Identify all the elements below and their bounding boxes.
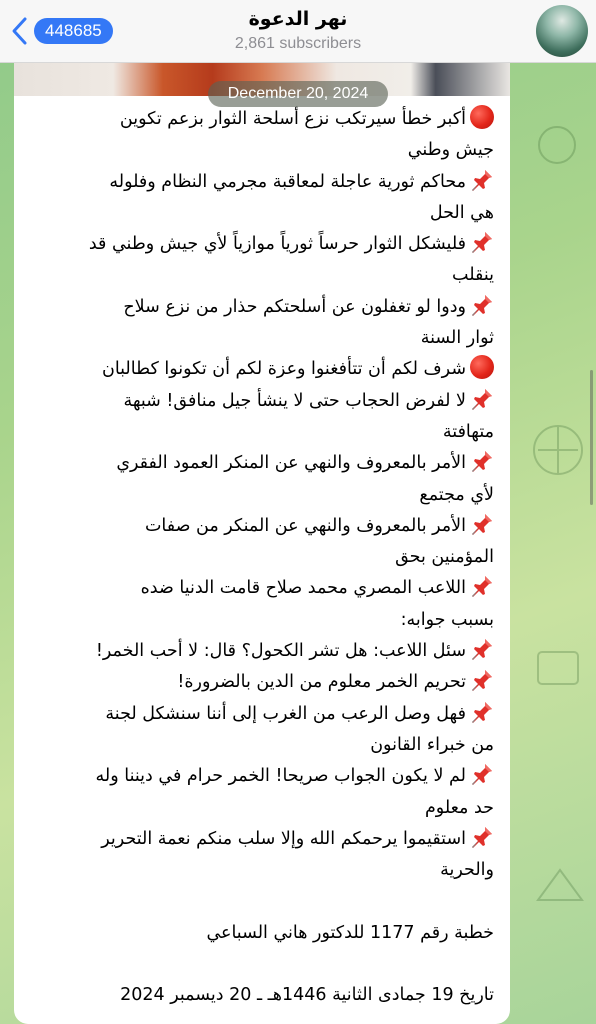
message-line: [32, 480, 494, 511]
pushpin-icon: [470, 293, 494, 317]
message-bubble: [14, 62, 510, 1024]
background-doodle-icon: [530, 640, 586, 696]
message-line: [32, 793, 494, 824]
message-line-text: أكبر خطأ سيرتكب نزع أسلحة الثوار بزعم تكوين: [119, 109, 466, 129]
pushpin-icon: [470, 668, 494, 692]
subscriber-count: 2,861 subscribers: [234, 35, 362, 52]
message-line-text: من خبراء القانون: [370, 734, 494, 755]
message-line: [32, 386, 494, 417]
chevron-left-icon: [8, 16, 32, 46]
message-line-text: بسبب جوابه:: [400, 609, 494, 630]
message-line: [32, 667, 494, 698]
message-line: [32, 417, 494, 448]
pushpin-icon: [470, 449, 494, 473]
channel-info[interactable]: [150, 7, 446, 55]
message-blank-line: [32, 949, 494, 980]
message-line-text: استقيموا يرحمكم الله وإلا سلب منكم نعمة التحرير: [101, 828, 466, 849]
channel-title[interactable]: نهر الدعوة: [248, 8, 348, 30]
message-line-text: الأمر بالمعروف والنهي عن المنكر العمود الفقري: [116, 453, 466, 474]
message-line: [32, 260, 494, 291]
pushpin-icon: [470, 387, 494, 411]
message-line-text: ثوار السنة: [420, 328, 494, 349]
message-line-text: جيش وطني: [407, 140, 494, 161]
red-circle-icon: [470, 355, 494, 379]
message-line: [32, 761, 494, 792]
message-line: [32, 636, 494, 667]
message-line: [32, 573, 494, 604]
message-line: [32, 855, 494, 886]
pushpin-icon: [470, 574, 494, 598]
message-line: [32, 104, 494, 135]
message-line-text: ودوا لو تغفلون عن أسلحتكم حذار من نزع سلاح: [123, 296, 466, 317]
channel-avatar[interactable]: [536, 5, 588, 57]
message-line-text: لأي مجتمع: [419, 484, 494, 505]
back-button[interactable]: [8, 14, 113, 48]
message-line-text: سئل اللاعب: هل تشر الكحول؟ قال: لا أحب الخمر!: [95, 641, 466, 662]
background-doodle-icon: [528, 420, 588, 480]
message-line: [32, 511, 494, 542]
message-line: [32, 229, 494, 260]
message-line: [32, 167, 494, 198]
message-line-text: تاريخ 19 جمادى الثانية 1446هـ ـ 20 ديسمبر 2024: [120, 985, 494, 1006]
message-line-text: فليشكل الثوار حرساً ثورياً موازياً لأي جيش وطني قد: [88, 234, 466, 255]
message-line-text: تحريم الخمر معلوم من الدين بالضرورة!: [177, 672, 466, 693]
message-line: [32, 980, 494, 1011]
message-line-text: متهافتة: [442, 421, 494, 442]
message-line-text: الأمر بالمعروف والنهي عن المنكر من صفات: [144, 515, 466, 536]
message-line-text: حد معلوم: [424, 797, 494, 818]
pushpin-icon: [470, 637, 494, 661]
message-line: [32, 605, 494, 636]
message-line-text: ينقلب: [452, 265, 494, 286]
unread-count-badge[interactable]: 448685: [34, 18, 113, 44]
message-line-text: لم لا يكون الجواب صريحا! الخمر حرام في ديننا وله: [95, 766, 466, 787]
message-line: [32, 542, 494, 573]
message-line-text: لا لفرض الحجاب حتى لا ينشأ جيل منافق! شبهة: [123, 390, 466, 411]
message-line-text: والحرية: [440, 860, 494, 881]
message-line: [32, 699, 494, 730]
message-line: [32, 918, 494, 949]
message-line: [32, 198, 494, 229]
red-circle-icon: [470, 105, 494, 129]
message-line-text: هي الحل: [429, 202, 494, 223]
date-pill: December 20, 2024: [208, 81, 388, 107]
message-line-text: المؤمنين بحق: [395, 547, 494, 568]
message-line-text: فهل وصل الرعب من الغرب إلى أننا سنشكل لجنة: [105, 703, 466, 724]
message-line: [32, 448, 494, 479]
background-doodle-icon: [532, 120, 582, 170]
pushpin-icon: [470, 230, 494, 254]
message-line: [32, 292, 494, 323]
pushpin-icon: [470, 512, 494, 536]
pushpin-icon: [470, 168, 494, 192]
message-line: [32, 824, 494, 855]
scrollbar[interactable]: [590, 370, 593, 505]
message-line-text: خطبة رقم 1177 للدكتور هاني السباعي: [206, 922, 494, 943]
message-line-text: شرف لكم أن تتأفغنوا وعزة لكم أن تكونوا كطالبان: [101, 359, 466, 380]
message-line-text: اللاعب المصري محمد صلاح قامت الدنيا ضده: [140, 578, 466, 599]
message-line: [32, 730, 494, 761]
chat-header: [0, 0, 596, 63]
background-doodle-icon: [532, 860, 588, 916]
message-blank-line: [32, 886, 494, 917]
message-line: [32, 135, 494, 166]
pushpin-icon: [470, 700, 494, 724]
pushpin-icon: [470, 762, 494, 786]
message-line: [32, 354, 494, 385]
message-line-text: محاكم ثورية عاجلة لمعاقبة مجرمي النظام وفلوله: [109, 171, 466, 192]
message-line: [32, 323, 494, 354]
pushpin-icon: [470, 825, 494, 849]
message-text: [32, 104, 494, 1012]
